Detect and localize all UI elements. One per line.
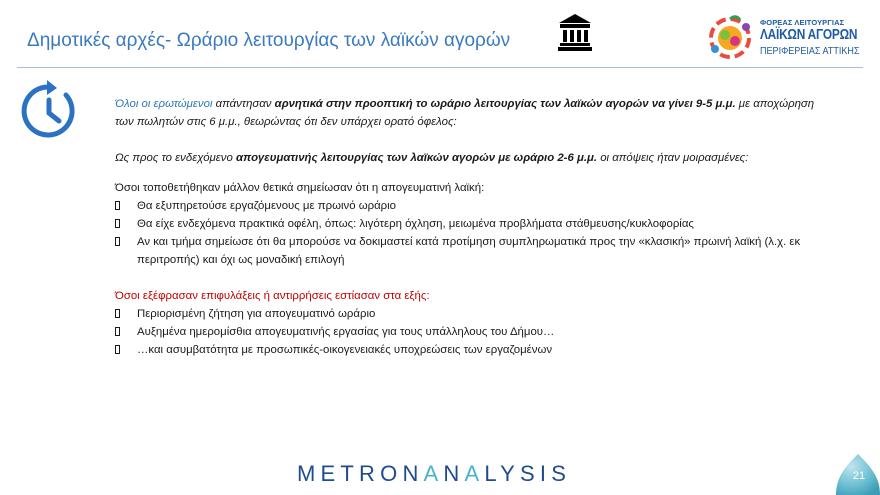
logo-line-2: ΛΑΪΚΩΝ ΑΓΟΡΩΝ [760, 27, 858, 43]
list-item [115, 215, 815, 233]
positive-item-3: Αν και τμήμα σημείωσε ότι θα μπορούσε να δοκιμαστεί κατά προτίμηση συμπληρωματικά προς την «κλασική» πρωινή λαϊκή (λ.χ. εκ περιτροπής) και όχι ως μοναδική επιλογή [137, 236, 801, 266]
negative-item-3: …και ασυμβατότητα με προσωπικές-οικογενειακές υποχρεώσεις των εργαζομένων [137, 344, 553, 356]
paragraph-afternoon-post: οι απόψεις ήταν μοιρασμένες: [597, 152, 749, 164]
list-item [115, 323, 815, 341]
negative-list [115, 305, 815, 359]
paragraph-afternoon-bold: απογευματινής λειτουργίας των λαϊκών αγορών με ωράριο 2-6 μ.μ. [236, 152, 598, 164]
paragraph-unanimous-mid: απάντησαν [212, 98, 275, 110]
bullet-icon [115, 201, 120, 210]
government-building-icon [557, 13, 593, 51]
paragraph-unanimous-lead: Όλοι οι ερωτώμενοι [115, 98, 213, 110]
positive-list [115, 197, 815, 269]
market-organization-logo [706, 13, 860, 65]
list-item [115, 233, 815, 269]
bullet-icon [115, 309, 120, 318]
bullet-icon [115, 219, 120, 228]
paragraph-afternoon-pre: Ως προς το ενδεχόμενο [115, 152, 236, 164]
page-number: 21 [852, 470, 866, 482]
positive-item-1: Θα εξυπηρετούσε εργαζόμενους με πρωινό ωράριο [137, 200, 396, 212]
header-divider [17, 67, 863, 68]
positive-item-2: Θα είχε ενδεχόμενα πρακτικά οφέλη, όπως: λιγότερη όχληση, μειωμένα προβλήματα στάθμευσης/κυκλοφορίας [137, 218, 694, 230]
brand-part: N [443, 461, 465, 486]
positive-heading: Όσοι τοποθετήθηκαν μάλλον θετικά σημείωσαν ότι η απογευματινή λαϊκή: [115, 182, 485, 194]
paragraph-unanimous-bold: αρνητικά στην προοπτική το ωράριο λειτουργίας των λαϊκών αγορών να γίνει 9-5 μ.μ. [274, 98, 736, 110]
logo-line-1: ΦΟΡΕΑΣ ΛΕΙΤΟΥΡΓΙΑΣ [760, 18, 845, 27]
list-item [115, 197, 815, 215]
bullet-icon [115, 327, 120, 336]
negative-item-2: Αυξημένα ημερομίσθια απογευματινής εργασίας για τους υπάλληλους του Δήμου… [137, 326, 555, 338]
logo-line-3: ΠΕΡΙΦΕΡΕΙΑΣ ΑΤΤΙΚΗΣ [760, 45, 860, 57]
produce-emblem-icon [706, 13, 754, 63]
list-item [115, 305, 815, 323]
negative-heading: Όσοι εξέφρασαν επιφυλάξεις ή αντιρρήσεις εστίασαν στα εξής: [115, 290, 430, 302]
brand-part: LYSIS [484, 461, 572, 486]
brand-part: METRON [297, 461, 424, 486]
slide-title: Δημοτικές αρχές- Ωράριο λειτουργίας των λαϊκών αγορών [27, 30, 511, 51]
bullet-icon [115, 345, 120, 354]
list-item [115, 341, 815, 359]
paragraph-afternoon [115, 149, 815, 167]
clock-icon [19, 80, 79, 142]
brand-part: A [423, 461, 444, 486]
bullet-icon [115, 237, 120, 246]
negative-item-1: Περιορισμένη ζήτηση για απογευματινό ωράριο [137, 308, 376, 320]
slide-content [115, 95, 815, 359]
brand-part: A [464, 461, 485, 486]
paragraph-unanimous-tail: με αποχώρηση των πωλητών στις 6 μ.μ., θεωρώντας ότι δεν υπάρχει ορατό όφελος: [115, 98, 815, 128]
paragraph-unanimous [115, 95, 815, 131]
metron-analysis-logo [297, 461, 571, 487]
